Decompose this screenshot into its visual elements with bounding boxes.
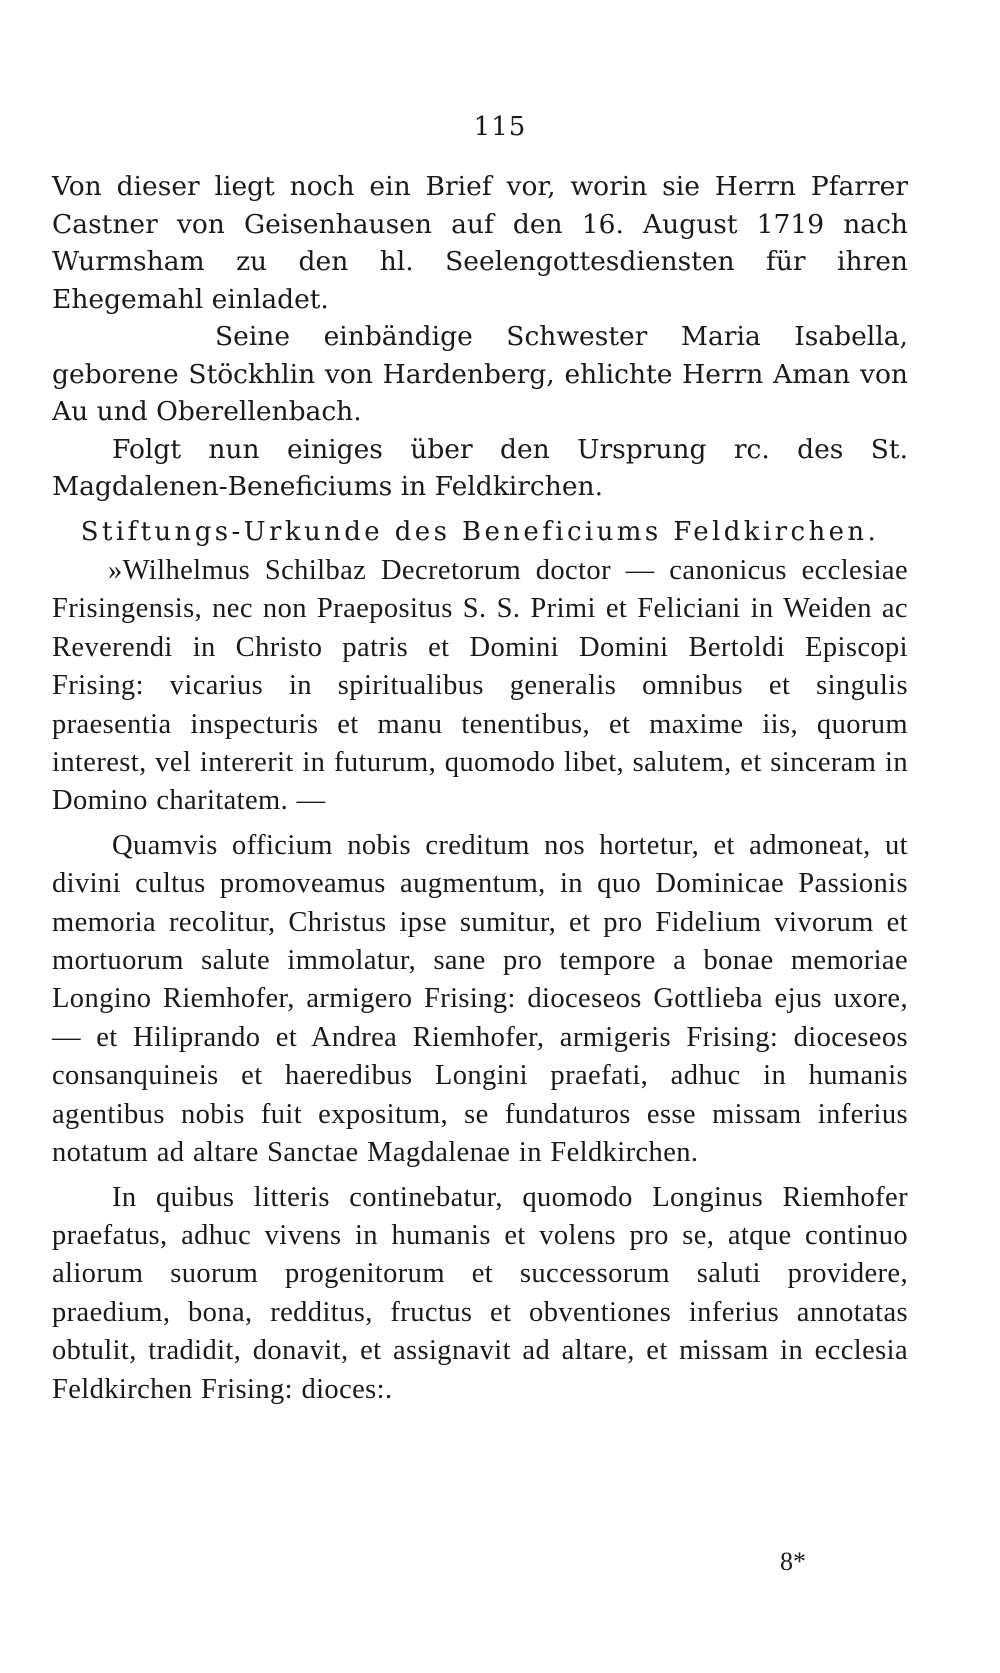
german-paragraph-2: Seine einbändige Schwester Maria Isabella, geborene Stöckhlin von Hardenberg, ehlichte Herrn Aman von Au und Oberellenbach.: [52, 321, 908, 427]
section-heading-block: [52, 512, 908, 552]
german-text-block: [52, 168, 908, 506]
latin-paragraph-2: Quamvis officium nobis creditum nos hortetur, et admoneat, ut divini cultus promoveamus augmentum, in quo Dominicae Passionis memoria recolitur, Christus ipse sumitur, et pro Fidelium vivorum et mortuorum salute immolatur, sane pro tempore a bonae memoriae Longino Riemhofer, armigero Frising: dioceseos Gottlieba ejus uxore, — et Hiliprando et Andrea Riemhofer, armigeris Frising: dioceseos consanquineis et haeredibus Longini praefati, adhuc in humanis agentibus nobis fuit expositum, se fundaturos esse missam inferius notatum ad altare Sanctae Magdalenae in Feldkirchen.: [52, 829, 908, 1169]
german-paragraph-1: Von dieser liegt noch ein Brief vor, worin sie Herrn Pfarrer Castner von Geisenhausen auf den 16. August 1719 nach Wurmsham zu den hl. Seelengottesdiensten für ihren Ehegemahl einladet.: [52, 171, 908, 315]
signature-mark: 8*: [780, 1547, 806, 1576]
latin-text-block: [52, 552, 908, 1409]
latin-paragraph-3: In quibus litteris continebatur, quomodo Longinus Riemhofer praefatus, adhuc vivens in humanis et volens pro se, atque continuo aliorum suorum progenitorum et successorum saluti providere, praedium, bona, redditus, fructus et obventiones inferius annotatas obtulit, tradidit, donavit, et assignavit ad altare, et missam in ecclesia Feldkirchen Frising: dioces:.: [52, 1181, 908, 1405]
latin-paragraph-1: »Wilhelmus Schilbaz Decretorum doctor — canonicus ecclesiae Frisingensis, nec non Praepositus S. S. Primi et Feliciani in Weiden ac Reverendi in Christo patris et Domini Domini Bertoldi Episcopi Frising: vicarius in spiritualibus generalis omnibus et singulis praesentia inspecturis et manu tenentibus, et maxime iis, quorum interest, vel intererit in futurum, quomodo libet, salutem, et sinceram in Domino charitatem. —: [52, 555, 908, 817]
section-heading: Stiftungs-Urkunde des Beneficiums Feldkirchen.: [80, 517, 880, 547]
german-paragraph-3: Folgt nun einiges über den Ursprung rc. des St. Magdalenen-Beneficiums in Feldkirchen.: [52, 433, 908, 502]
page-number: 115: [473, 112, 527, 142]
